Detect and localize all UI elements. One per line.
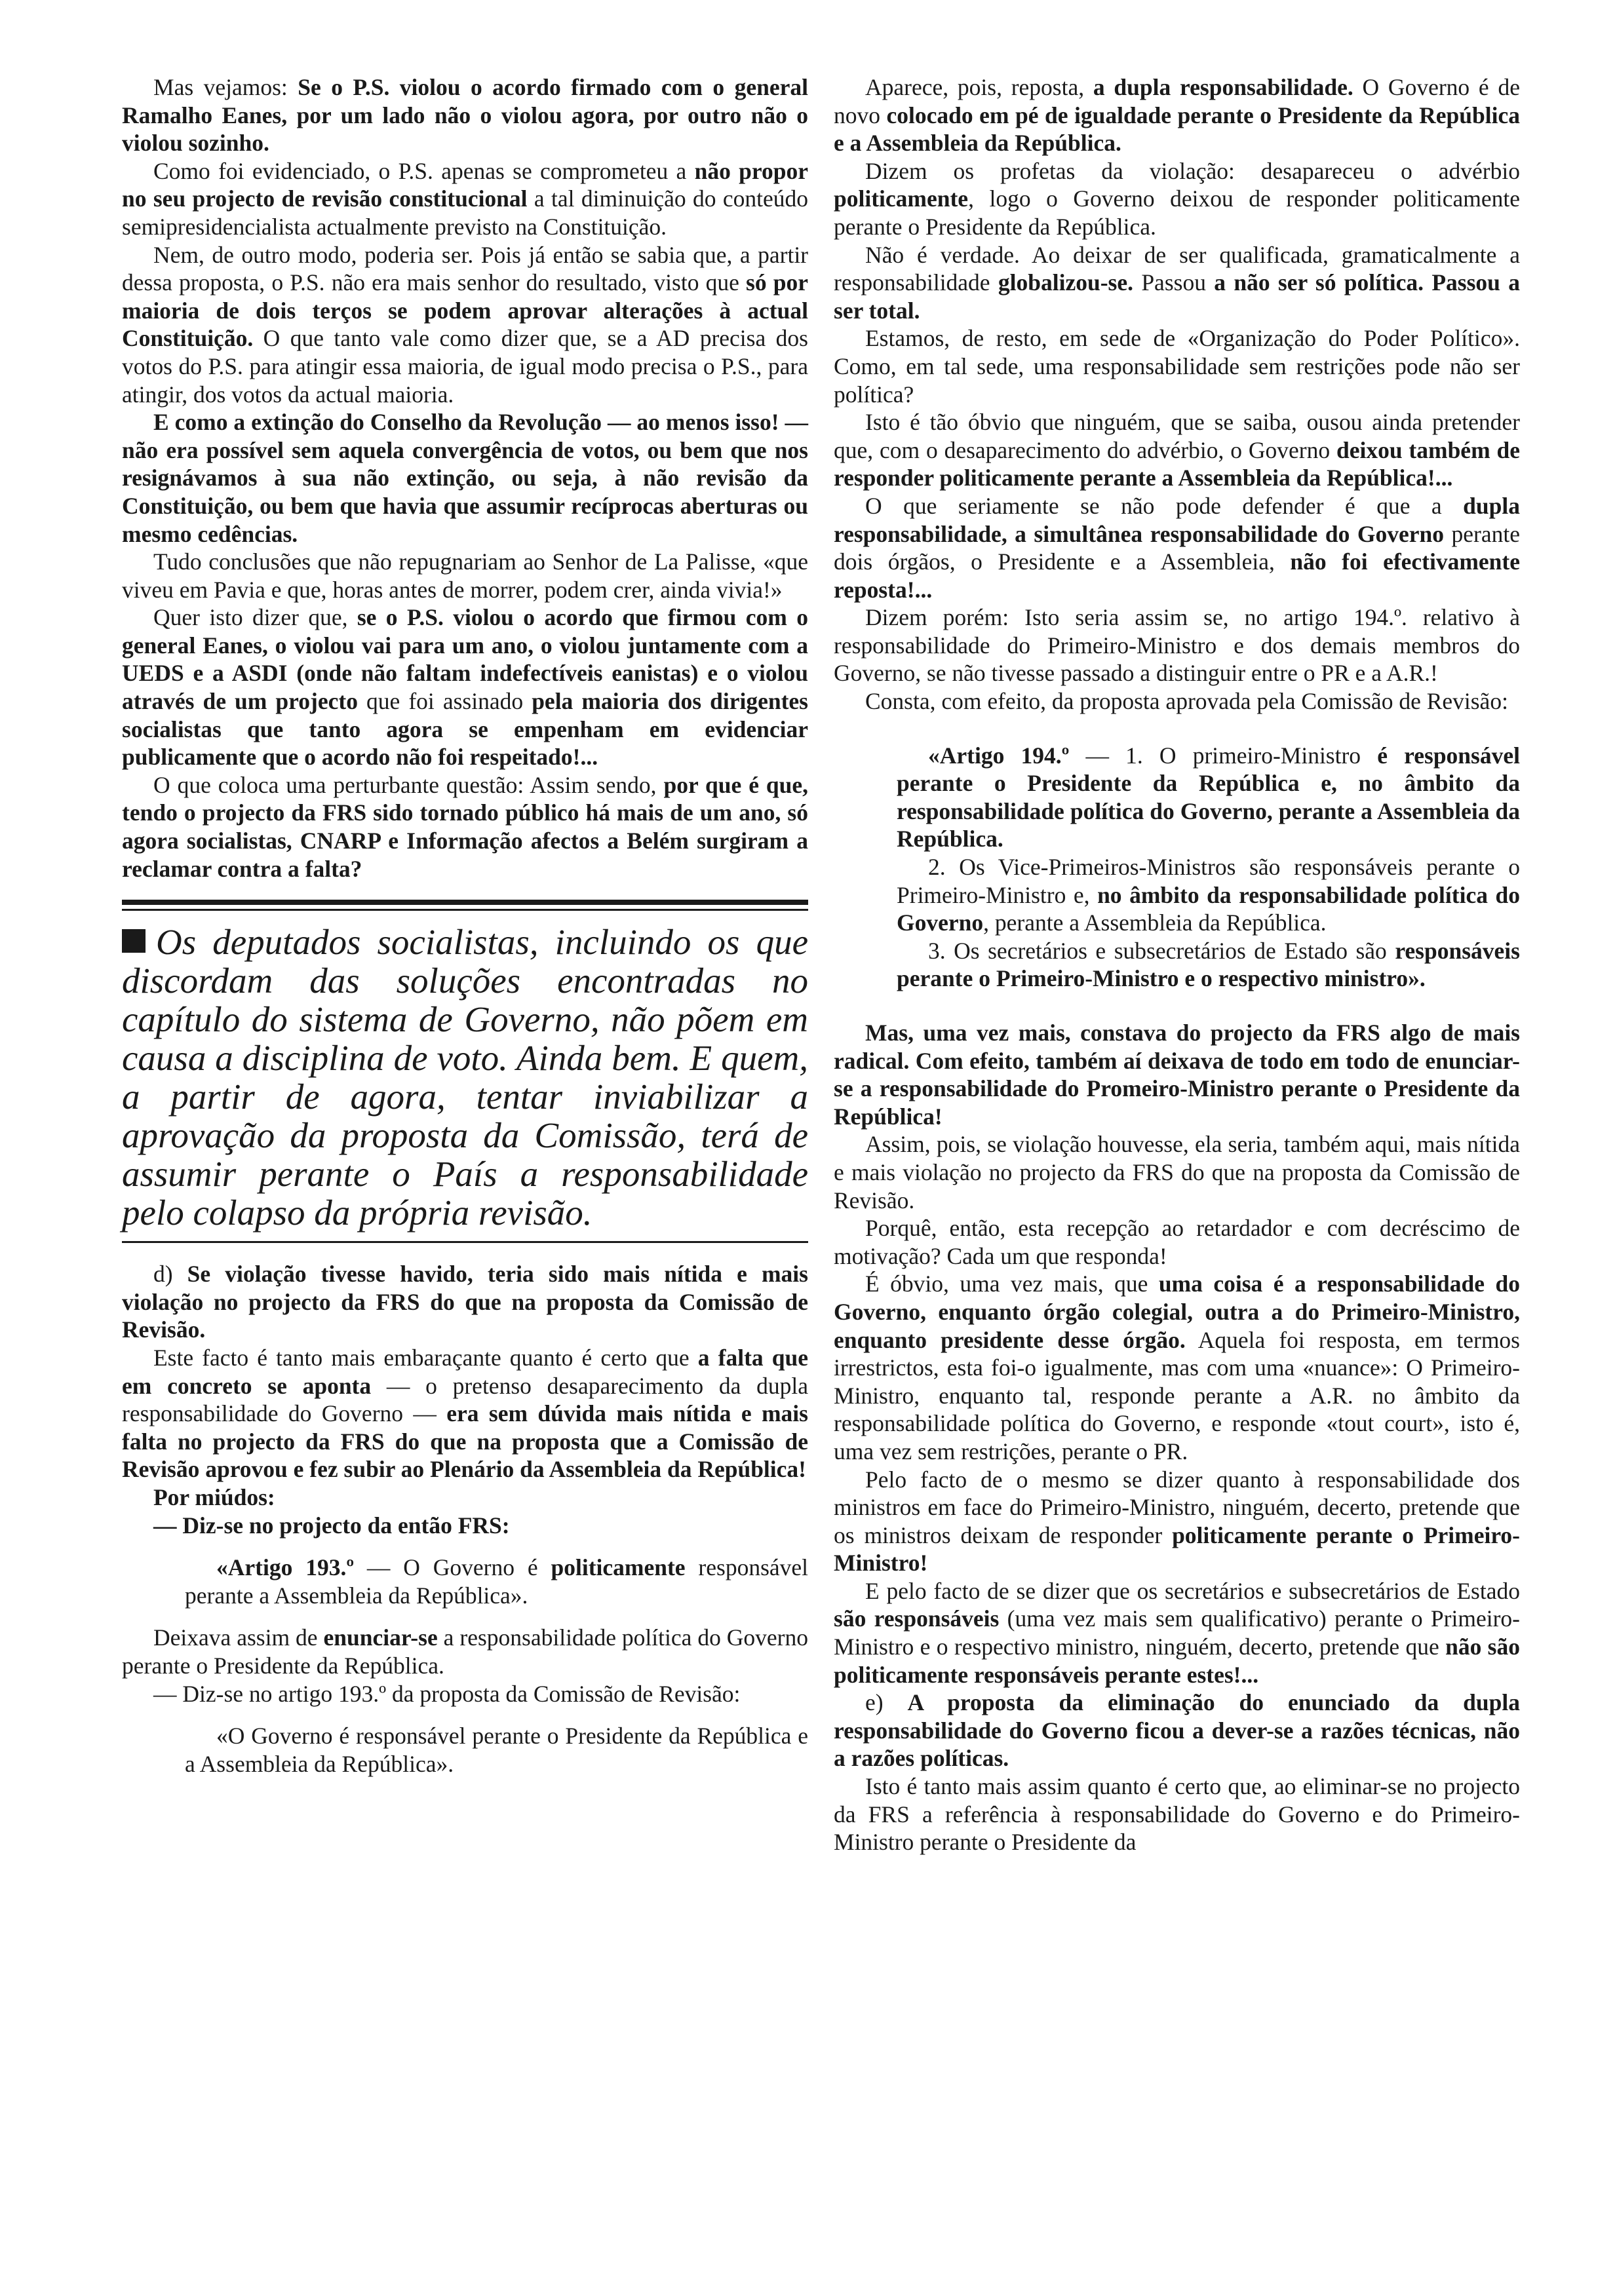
bold-text: deixou também de responder politicamente perante a Assembleia da República!... bbox=[834, 436, 1520, 491]
text: E pelo facto de se dizer que os secretários e subsecretários de Estado bbox=[865, 1577, 1520, 1604]
square-bullet-icon bbox=[122, 929, 146, 953]
paragraph bbox=[834, 1689, 1520, 1772]
spacer bbox=[122, 1708, 808, 1722]
text: responsável perante a Assembleia da República». bbox=[185, 1554, 809, 1609]
paragraph bbox=[834, 157, 1520, 241]
paragraph: Assim, pois, se violação houvesse, ela seria, também aqui, mais nítida e mais violação no projecto da FRS do que na proposta da Comissão de Revisão. bbox=[834, 1131, 1520, 1214]
paragraph bbox=[122, 1483, 808, 1512]
text: Não é verdade. Ao deixar de ser qualificada, gramaticalmente a responsabilidade bbox=[834, 241, 1520, 296]
text: O Governo é de novo bbox=[834, 74, 1520, 128]
bold-text: dupla responsabilidade, a simultânea responsabilidade do Governo bbox=[834, 492, 1520, 547]
bold-text: politicamente perante o Primeiro-Ministro! bbox=[834, 1521, 1521, 1577]
paragraph bbox=[834, 1466, 1520, 1577]
bold-text: não são politicamente responsáveis perante estes!... bbox=[834, 1634, 1521, 1688]
text: 3. Os secretários e subsecretários de Estado são bbox=[928, 937, 1395, 964]
bold-text: «Artigo 193.º bbox=[216, 1554, 355, 1581]
text: — o pretenso desaparecimento da dupla responsabilidade do Governo — bbox=[122, 1372, 808, 1427]
right-column bbox=[834, 73, 1520, 1856]
quote-paragraph: «O Governo é responsável perante o Presidente da República e a Assembleia da República». bbox=[185, 1723, 808, 1777]
bold-text: enunciar-se bbox=[323, 1624, 438, 1651]
rule-top-thick bbox=[122, 900, 808, 905]
bold-text: Mas, uma vez mais, constava do projecto da FRS algo de mais radical. Com efeito, também aí deixava de todo em todo de enunciar-se a responsabilidade do Promeiro-Ministro perante o Presidente da República! bbox=[834, 1020, 1520, 1130]
text: Nem, de outro modo, poderia ser. Pois já então se sabia que, a partir dessa proposta, o P.S. não era mais senhor do resultado, visto que bbox=[122, 241, 808, 296]
text: d) bbox=[153, 1261, 187, 1288]
bold-text: são responsáveis bbox=[834, 1605, 1000, 1632]
rule-bottom bbox=[122, 1241, 808, 1243]
quote-paragraph bbox=[834, 937, 1520, 993]
bold-text: pela maioria dos dirigentes socialistas que tanto agora se empenham em evidenciar publicamente que o acordo não foi respeitado!... bbox=[122, 688, 808, 771]
spacer bbox=[834, 716, 1520, 742]
bold-text: Se violação tivesse havido, teria sido mais nítida e mais violação no projecto da FRS do que na proposta da Comissão de Revisão. bbox=[122, 1261, 808, 1343]
pull-quote-text: Os deputados socialistas, incluindo os que discordam das soluções encontradas no capítulo do sistema de Governo, não põem em causa a disciplina de voto. Ainda bem. E quem, a partir de agora, tentar inviabilizar a aprovação da proposta da Comissão, terá de assumir perante o País a responsabilidade pelo colapso da própria revisão. bbox=[122, 922, 808, 1233]
text: — O Governo é bbox=[354, 1554, 551, 1581]
paragraph bbox=[122, 1260, 808, 1344]
paragraph bbox=[122, 1624, 808, 1679]
spacer bbox=[122, 1609, 808, 1624]
bold-text: a dupla responsabilidade. bbox=[1093, 74, 1353, 100]
spacer bbox=[834, 993, 1520, 1019]
text: perante dois órgãos, o Presidente e a Assembleia, bbox=[834, 520, 1520, 575]
paragraph bbox=[834, 492, 1520, 603]
paragraph bbox=[834, 1270, 1520, 1465]
paragraph bbox=[122, 73, 808, 157]
paragraph: Estamos, de resto, em sede de «Organização do Poder Político». Como, em tal sede, uma responsabilidade sem restrições pode não ser política? bbox=[834, 325, 1520, 408]
text: Como foi evidenciado, o P.S. apenas se comprometeu a bbox=[153, 157, 695, 184]
bold-text: era sem dúvida mais nítida e mais falta no projecto da FRS do que na proposta que a Comissão de Revisão aprovou e fez subir ao Plenário da Assembleia da República! bbox=[122, 1400, 808, 1483]
text: Aquela foi resposta, em termos irrestrictos, esta foi-o igualmente, mas com uma «nuance»: O Primeiro-Ministro, enquanto tal, responde perante a A.R. no âmbito da responsabilidade política do Governo, e responde «tout court», isto é, uma vez sem restrições, perante o PR. bbox=[834, 1326, 1520, 1464]
bold-text: «Artigo 194.º bbox=[928, 742, 1070, 769]
left-column bbox=[122, 73, 808, 1778]
bold-text: se o P.S. violou o acordo que firmou com o general Eanes, o violou vai para um ano, o violou juntamente com a UEDS e a ASDI (onde não faltam indefectíveis eanistas) e o violou através de um projecto bbox=[122, 604, 809, 715]
paragraph: Tudo conclusões que não repugnariam ao Senhor de La Palisse, «que viveu em Pavia e que, horas antes de morrer, podem crer, ainda vivia!» bbox=[122, 548, 808, 603]
bold-text: a falta que em concreto se aponta bbox=[122, 1345, 808, 1399]
paragraph bbox=[834, 241, 1520, 325]
text: a responsabilidade política do Governo perante o Presidente da República. bbox=[122, 1624, 808, 1679]
bold-text: colocado em pé de igualdade perante o Presidente da República e a Assembleia da República. bbox=[834, 102, 1520, 157]
text: Passou bbox=[1133, 269, 1215, 296]
bold-text: não propor no seu projecto de revisão constitucional bbox=[122, 157, 808, 212]
pull-quote bbox=[122, 923, 808, 1232]
bold-text: E como a extinção do Conselho da Revolução — ao menos isso! — não era possível sem aquela convergência de votos, ou bem que nos resignávamos à sua não extinção, ou seja, à não revisão da Constituição, ou bem que havia que assumir recíprocas aberturas ou mesmo cedências. bbox=[122, 409, 808, 547]
paragraph bbox=[122, 1344, 808, 1483]
paragraph bbox=[122, 241, 808, 409]
text: Isto é tão óbvio que ninguém, que se saiba, ousou ainda pretender que, com o desaparecimento do advérbio, o Governo bbox=[834, 409, 1520, 463]
text: e) bbox=[865, 1689, 908, 1716]
text: , perante a Assembleia da República. bbox=[983, 909, 1327, 936]
bold-text: A proposta da eliminação do enunciado da dupla responsabilidade do Governo ficou a dever-se a razões técnicas, não a razões políticas. bbox=[834, 1689, 1520, 1772]
paragraph bbox=[122, 408, 808, 548]
bold-text: Se o P.S. violou o acordo firmado com o general Ramalho Eanes, por um lado não o violou agora, por outro não o violou sozinho. bbox=[122, 74, 808, 157]
text: O que seriamente se não pode defender é que a bbox=[865, 492, 1464, 519]
paragraph: Consta, com efeito, da proposta aprovada pela Comissão de Revisão: bbox=[865, 688, 1508, 715]
text: — 1. O primeiro-Ministro bbox=[1069, 742, 1378, 769]
text: Este facto é tanto mais embaraçante quanto é certo que bbox=[153, 1345, 698, 1371]
text: É óbvio, uma vez mais, que bbox=[865, 1271, 1159, 1297]
bold-text: globalizou-se. bbox=[998, 269, 1133, 296]
paragraph: Dizem porém: Isto seria assim se, no artigo 194.º. relativo à responsabilidade do Primeiro-Ministro e dos demais membros do Governo, se não tivesse passado a distinguir entre o PR e a A.R.! bbox=[834, 604, 1520, 687]
text: Aparece, pois, reposta, bbox=[865, 74, 1093, 100]
text: que foi assinado bbox=[357, 688, 532, 715]
text: a tal diminuição do conteúdo semipresidencialista actualmente previsto na Constituição. bbox=[122, 185, 808, 240]
bold-text: politicamente bbox=[834, 185, 969, 212]
highlight-box bbox=[122, 900, 808, 1243]
paragraph bbox=[834, 1577, 1520, 1689]
text: O que tanto vale como dizer que, se a AD precisa dos votos do P.S. para atingir essa maioria, de igual modo precisa o P.S., para atingir, dos votos da actual maioria. bbox=[122, 325, 808, 408]
bold-text: — Diz-se no projecto da então FRS: bbox=[153, 1512, 510, 1539]
text: Mas vejamos: bbox=[153, 74, 298, 100]
bold-text: responsáveis perante o Primeiro-Ministro e o respectivo ministro». bbox=[897, 937, 1520, 992]
text: , logo o Governo deixou de responder politicamente perante o Presidente da República. bbox=[834, 185, 1520, 240]
bold-text: no âmbito da responsabilidade política do Governo bbox=[897, 881, 1520, 936]
paragraph bbox=[122, 771, 808, 883]
spacer bbox=[122, 1539, 808, 1554]
bold-text: é responsável perante o Presidente da República e, no âmbito da responsabilidade política do Governo, perante a Assembleia da República. bbox=[897, 742, 1520, 852]
paragraph bbox=[834, 73, 1520, 157]
paragraph bbox=[122, 157, 808, 241]
paragraph: Porquê, então, esta recepção ao retardador e com decréscimo de motivação? Cada um que responda! bbox=[834, 1215, 1520, 1269]
bold-text: só por maioria de dois terços se podem aprovar alterações à actual Constituição. bbox=[122, 269, 808, 352]
paragraph bbox=[834, 408, 1520, 492]
text: Quer isto dizer que, bbox=[153, 604, 357, 631]
bold-text: por que é que, tendo o projecto da FRS sido tornado público há mais de um ano, só agora socialistas, CNARP e Informação afectos a Belém surgiram a reclamar contra a falta? bbox=[122, 771, 808, 882]
quote-paragraph bbox=[834, 742, 1520, 853]
paragraph bbox=[122, 1512, 808, 1540]
rule-top-thin bbox=[122, 909, 808, 911]
bold-text: politicamente bbox=[551, 1554, 686, 1581]
text: 2. Os Vice-Primeiros-Ministros são responsáveis perante o Primeiro-Ministro e, bbox=[897, 854, 1520, 908]
text: O que coloca uma perturbante questão: Assim sendo, bbox=[153, 771, 664, 798]
paragraph bbox=[122, 603, 808, 771]
bold-text: não foi efectivamente reposta!... bbox=[834, 548, 1520, 603]
text: Dizem os profetas da violação: desapareceu o advérbio bbox=[865, 157, 1520, 184]
text: (uma vez mais sem qualificativo) perante o Primeiro-Ministro e o respectivo ministro, ninguém, decerto, pretende que bbox=[834, 1605, 1520, 1660]
paragraph bbox=[834, 1019, 1520, 1130]
quote-paragraph bbox=[122, 1554, 808, 1609]
bold-text: Por miúdos: bbox=[153, 1483, 275, 1510]
bold-text: a não ser só política. Passou a ser total. bbox=[834, 269, 1520, 324]
quote-paragraph bbox=[834, 853, 1520, 937]
paragraph: — Diz-se no artigo 193.º da proposta da Comissão de Revisão: bbox=[153, 1680, 741, 1707]
paragraph: Isto é tanto mais assim quanto é certo que, ao eliminar-se no projecto da FRS a referência à responsabilidade do Governo e do Primeiro-Ministro perante o Presidente da bbox=[834, 1773, 1520, 1856]
bold-text: uma coisa é a responsabilidade do Governo, enquanto órgão colegial, outra a do Primeiro-Ministro, enquanto presidente desse órgão. bbox=[834, 1271, 1520, 1353]
text: Deixava assim de bbox=[153, 1624, 324, 1651]
text: Pelo facto de o mesmo se dizer quanto à responsabilidade dos ministros em face do Primeiro-Ministro, ninguém, decerto, pretende que os ministros deixam de responder bbox=[834, 1466, 1520, 1548]
